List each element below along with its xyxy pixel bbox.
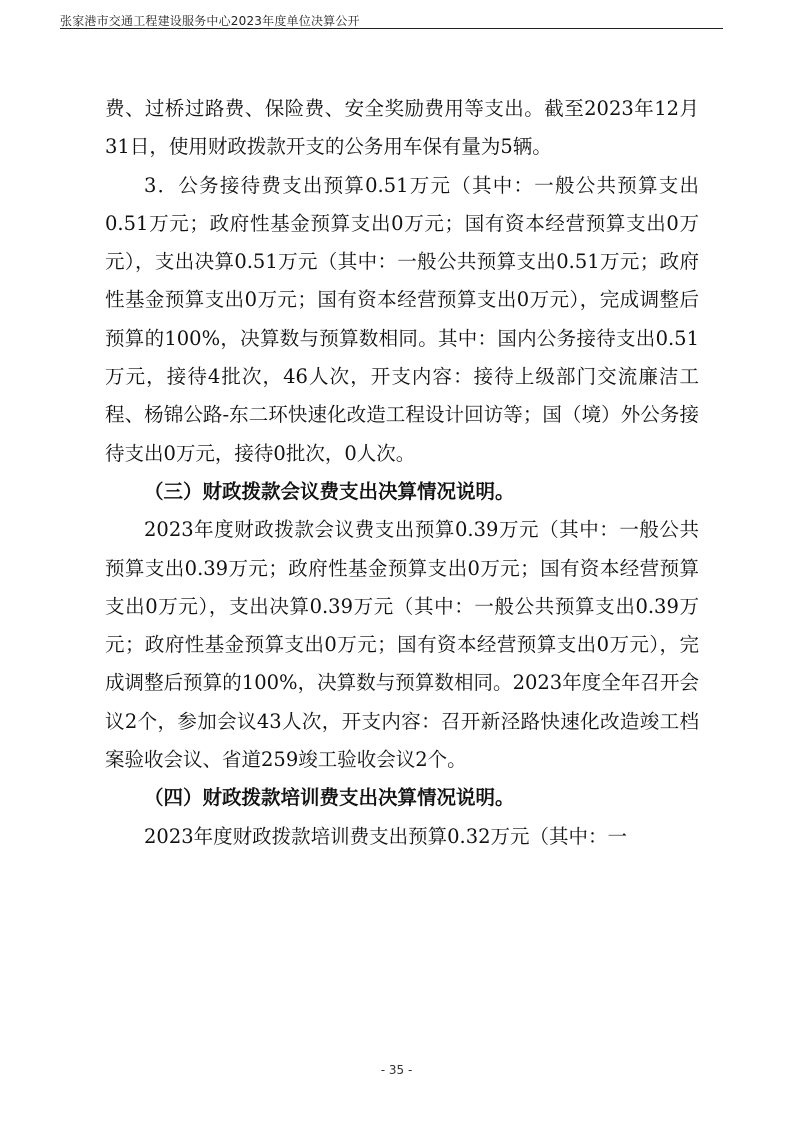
paragraph-meeting-expenses: 2023年度财政拨款会议费支出预算0.39万元（其中：一般公共预算支出0.39万元；政府性基金预算支出0万元；国有资本经营预算支出0万元），支出决算0.39万元（其中：一般公共预算支出0.39万元；政府性基金预算支出0万元；国有资本经营预算支出0万元），完成调整后预算的100%，决算数与预算数相同。2023年度全年召开会议2个，参加会议43人次，开支内容：召开新泾路快速化改造竣工档案验收会议、省道259竣工验收会议2个。 (105, 518, 699, 772)
paragraph-reception-expenses: 3．公务接待费支出预算0.51万元（其中：一般公共预算支出0.51万元；政府性基金预算支出0万元；国有资本经营预算支出0万元），支出决算0.51万元（其中：一般公共预算支出0.51万元；政府性基金预算支出0万元；国有资本经营预算支出0万元），完成调整后预算的100%，决算数与预算数相同。其中：国内公务接待支出0.51万元，接待4批次，46人次，开支内容：接待上级部门交流廉洁工程、杨锦公路-东二环快速化改造工程设计回访等；国（境）外公务接待支出0万元，接待0批次，0人次。 (105, 173, 699, 465)
heading-training-expenses: （四）财政拨款培训费支出决算情况说明。 (144, 786, 515, 810)
document-body (105, 90, 699, 856)
heading-meeting-expenses: （三）财政拨款会议费支出决算情况说明。 (144, 479, 515, 503)
page-number: - 35 - (380, 1063, 413, 1077)
paragraph-vehicle-expenses: 费、过桥过路费、保险费、安全奖励费用等支出。截至2023年12月31日，使用财政拨款开支的公务用车保有量为5辆。 (105, 97, 699, 159)
page-header-title: 张家港市交通工程建设服务中心2023年度单位决算公开 (60, 14, 360, 28)
paragraph-training-expenses: 2023年度财政拨款培训费支出预算0.32万元（其中：一 (144, 824, 628, 848)
header-divider (60, 28, 723, 29)
